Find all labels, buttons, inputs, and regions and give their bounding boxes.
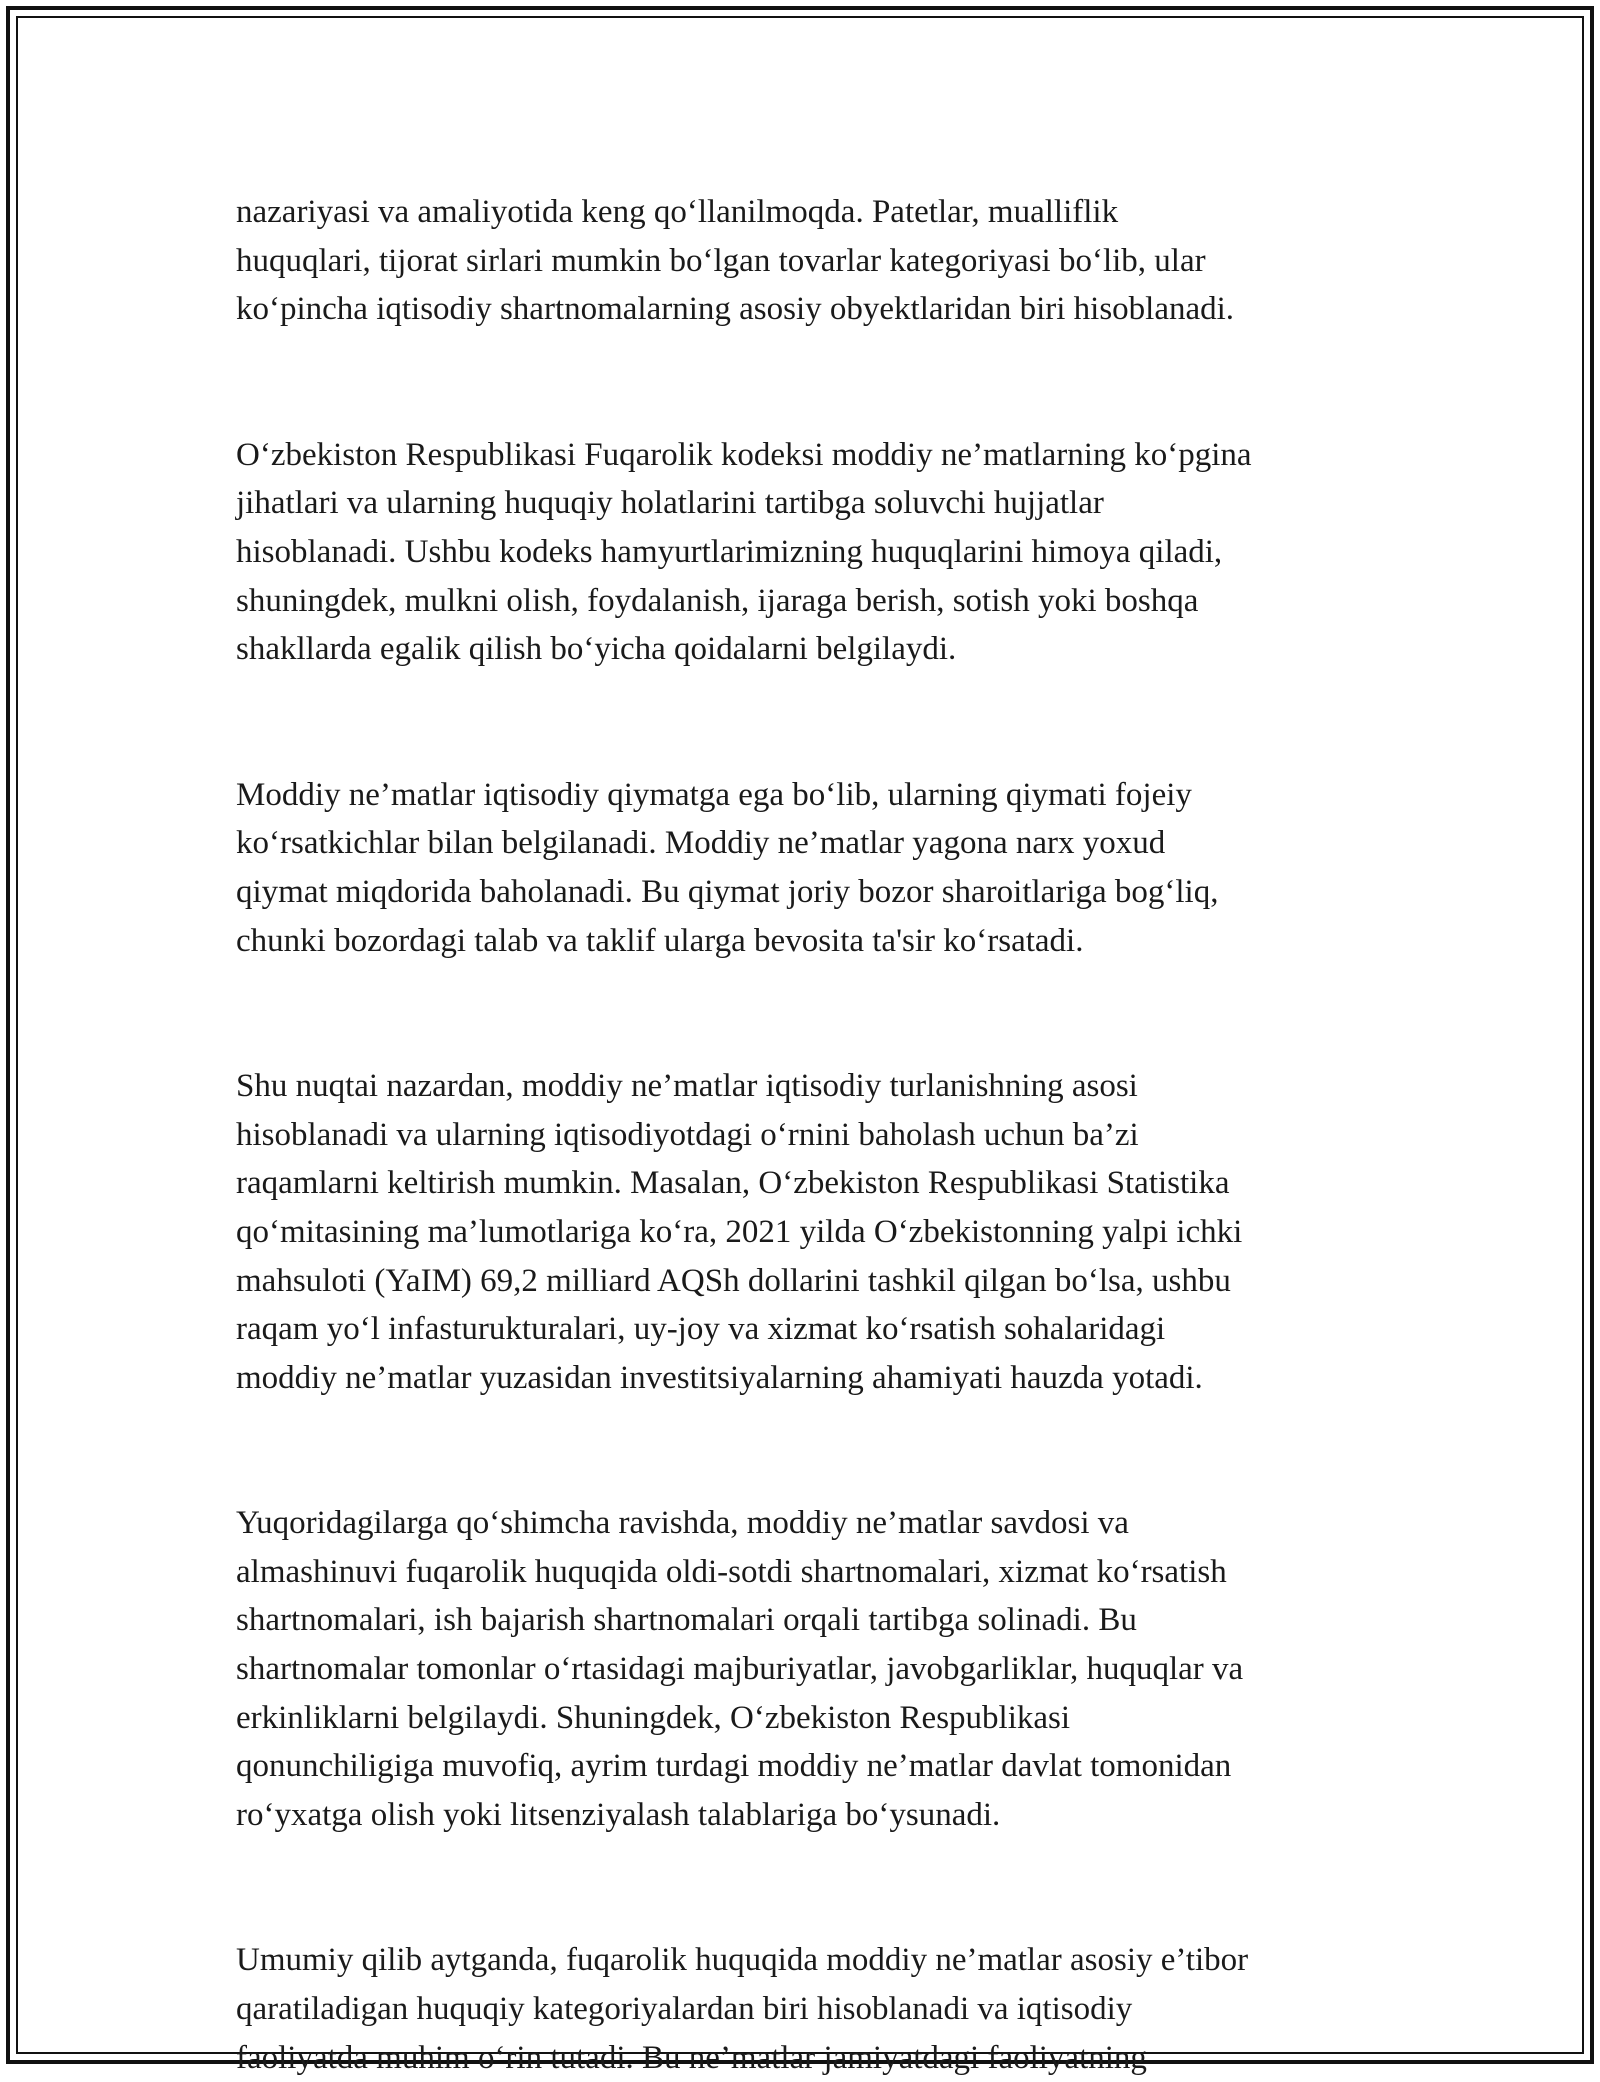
text-line: ko‘pincha iqtisodiy shartnomalarning asosiy obyektlaridan biri hisoblanadi.: [236, 291, 1235, 328]
text-line: shakllarda egalik qilish bo‘yicha qoidalarni belgilaydi.: [236, 631, 957, 668]
text-line: Moddiy ne’matlar iqtisodiy qiymatga ega bo‘lib, ularning qiymati fojeiy: [236, 776, 1192, 813]
text-line: ro‘yxatga olish yoki litsenziyalash talablariga bo‘ysunadi.: [236, 1796, 1001, 1833]
paragraph-2: [236, 431, 1416, 674]
text-line: qiymat miqdorida baholanadi. Bu qiymat joriy bozor sharoitlariga bog‘liq,: [236, 873, 1219, 910]
text-line: chunki bozordagi talab va taklif ularga bevosita ta'sir ko‘rsatadi.: [236, 922, 1084, 959]
text-line: moddiy ne’matlar yuzasidan investitsiyalarning ahamiyati hauzda yotadi.: [236, 1359, 1203, 1396]
text-line: qaratiladigan huquqiy kategoriyalardan biri hisoblanadi va iqtisodiy: [236, 1991, 1133, 2028]
paragraph-5: [236, 1499, 1416, 1839]
paragraph-4: [236, 1062, 1416, 1402]
paragraph-6: [236, 1936, 1416, 2082]
text-line: raqam yo‘l infasturukturalari, uy-joy va xizmat ko‘rsatish sohalaridagi: [236, 1311, 1166, 1348]
text-line: erkinliklarni belgilaydi. Shuningdek, O‘zbekiston Respublikasi: [236, 1699, 1071, 1736]
text-line: Shu nuqtai nazardan, moddiy ne’matlar iqtisodiy turlanishning asosi: [236, 1068, 1138, 1105]
text-line: O‘zbekiston Respublikasi Fuqarolik kodeksi moddiy ne’matlarning ko‘pgina: [236, 436, 1252, 473]
document-body: [236, 188, 1416, 2082]
paragraph-3: [236, 771, 1416, 965]
text-line: mahsuloti (YaIM) 69,2 milliard AQSh dollarini tashkil qilgan bo‘lsa, ushbu: [236, 1262, 1231, 1299]
text-line: shartnomalari, ish bajarish shartnomalari orqali tartibga solinadi. Bu: [236, 1602, 1137, 1639]
text-line: faoliyatda muhim o‘rin tutadi. Bu ne’matlar jamiyatdagi faoliyatning: [236, 2039, 1147, 2076]
text-line: nazariyasi va amaliyotida keng qo‘llanilmoqda. Patetlar, mualliflik: [236, 194, 1119, 230]
text-line: qonunchiligiga muvofiq, ayrim turdagi moddiy ne’matlar davlat tomonidan: [236, 1748, 1232, 1785]
text-line: Umumiy qilib aytganda, fuqarolik huquqida moddiy ne’matlar asosiy e’tibor: [236, 1942, 1249, 1979]
text-line: Yuqoridagilarga qo‘shimcha ravishda, moddiy ne’matlar savdosi va: [236, 1505, 1129, 1542]
text-line: shartnomalar tomonlar o‘rtasidagi majburiyatlar, javobgarliklar, huquqlar va: [236, 1651, 1244, 1688]
text-line: jihatlari va ularning huquqiy holatlarini tartibga soluvchi hujjatlar: [236, 485, 1104, 522]
text-line: huquqlari, tijorat sirlari mumkin bo‘lgan tovarlar kategoriyasi bo‘lib, ular: [236, 242, 1206, 279]
text-line: qo‘mitasining ma’lumotlariga ko‘ra, 2021 yilda O‘zbekistonning yalpi ichki: [236, 1213, 1243, 1250]
text-line: almashinuvi fuqarolik huquqida oldi-sotdi shartnomalari, xizmat ko‘rsatish: [236, 1553, 1227, 1590]
text-line: ko‘rsatkichlar bilan belgilanadi. Moddiy ne’matlar yagona narx yoxud: [236, 825, 1166, 862]
text-line: shuningdek, mulkni olish, foydalanish, ijaraga berish, sotish yoki boshqa: [236, 582, 1199, 619]
text-line: raqamlarni keltirish mumkin. Masalan, O‘zbekiston Respublikasi Statistika: [236, 1165, 1230, 1202]
paragraph-1: [236, 188, 1416, 334]
text-line: hisoblanadi. Ushbu kodeks hamyurtlarimizning huquqlarini himoya qiladi,: [236, 533, 1223, 570]
text-line: hisoblanadi va ularning iqtisodiyotdagi o‘rnini baholash uchun ba’zi: [236, 1116, 1139, 1153]
